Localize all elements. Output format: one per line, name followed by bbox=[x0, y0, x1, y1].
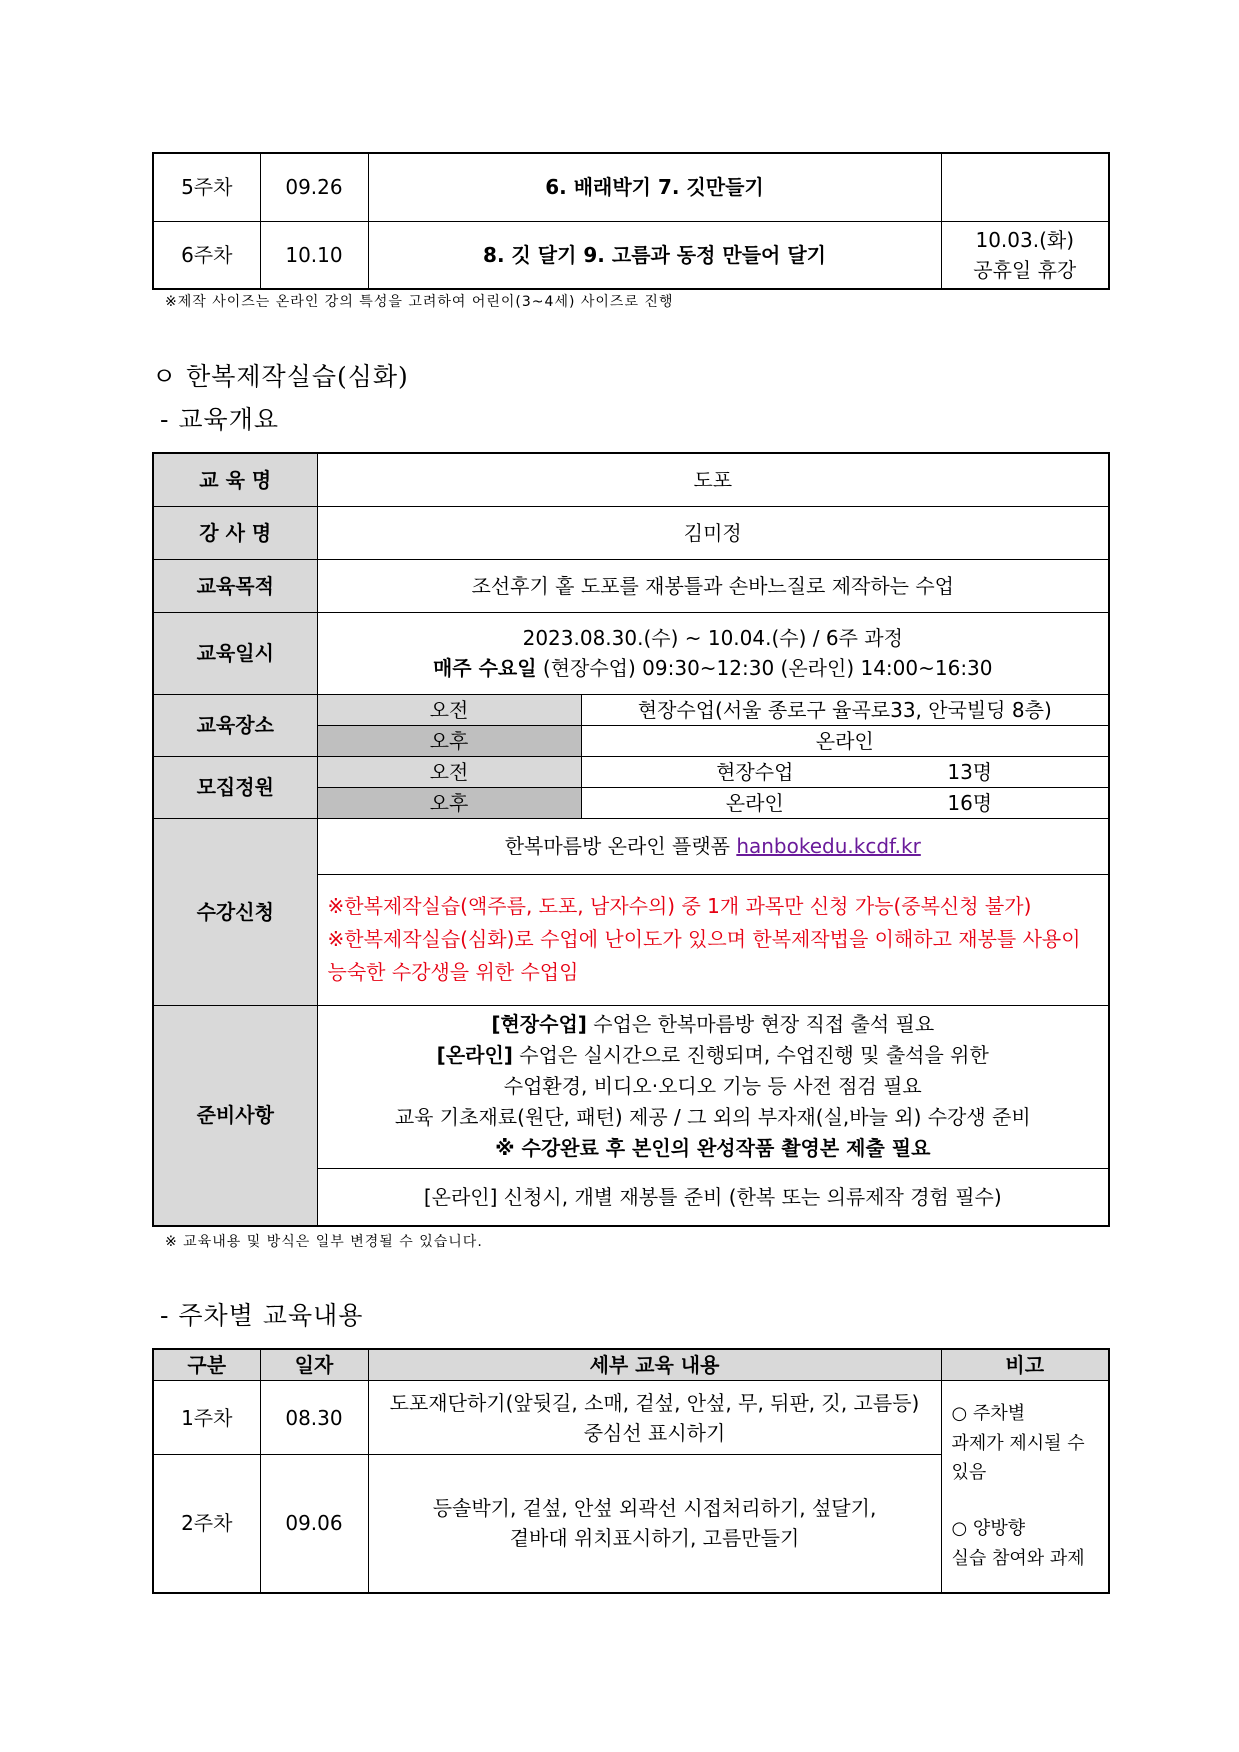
table-row bbox=[153, 559, 1109, 612]
prep-text: 수업은 실시간으로 진행되며, 수업진행 및 출석을 위한 bbox=[512, 1043, 989, 1067]
week-cell: 6주차 bbox=[153, 221, 260, 289]
prep-content bbox=[317, 1005, 1109, 1168]
place-am-value: 현장수업(서울 종로구 율곡로33, 안국빌딩 8층) bbox=[581, 694, 1109, 725]
remark-line: ○ 양방향 bbox=[951, 1518, 1026, 1540]
prep-label: 준비사항 bbox=[153, 1005, 317, 1226]
header-content: 세부 교육 내용 bbox=[368, 1349, 941, 1381]
apply-notes bbox=[317, 874, 1109, 1005]
week-cell: 2주차 bbox=[153, 1455, 260, 1593]
content-footnote: ※ 교육내용 및 방식은 일부 변경될 수 있습니다. bbox=[165, 1234, 483, 1250]
place-am-label: 오전 bbox=[317, 694, 581, 725]
section-title: ㅇ 한복제작실습(심화) bbox=[152, 362, 409, 391]
cap-pm-count: 16명 bbox=[947, 790, 993, 815]
header-date: 일자 bbox=[260, 1349, 368, 1381]
platform-text: 한복마름방 온라인 플랫폼 bbox=[504, 834, 730, 858]
date-cell: 09.06 bbox=[260, 1455, 368, 1593]
subsection-overview: - 교육개요 bbox=[160, 405, 279, 434]
name-value: 도포 bbox=[317, 453, 1109, 506]
week-cell: 5주차 bbox=[153, 153, 260, 221]
purpose-value: 조선후기 홑 도포를 재봉틀과 손바느질로 제작하는 수업 bbox=[317, 559, 1109, 612]
week-cell: 1주차 bbox=[153, 1381, 260, 1455]
content-cell: 8. 깃 달기 9. 고름과 동정 만들어 달기 bbox=[368, 221, 941, 289]
capacity-label: 모집정원 bbox=[153, 756, 317, 818]
cap-pm-type: 온라인 bbox=[725, 790, 784, 815]
remark-line: ○ 주차별 bbox=[951, 1403, 1026, 1425]
cap-am-value bbox=[581, 756, 1109, 787]
apply-label: 수강신청 bbox=[153, 818, 317, 1005]
cap-pm-value bbox=[581, 787, 1109, 818]
table-row bbox=[153, 221, 1109, 289]
content-line: 중심선 표시하기 bbox=[583, 1420, 726, 1445]
remark-cell bbox=[941, 1381, 1109, 1593]
table-header-row bbox=[153, 1349, 1109, 1381]
prep-line: 수업환경, 비디오·오디오 기능 등 사전 점검 필요 bbox=[503, 1074, 922, 1098]
remark-cell bbox=[941, 153, 1109, 221]
prep-line bbox=[318, 1009, 1109, 1040]
instructor-label: 강 사 명 bbox=[153, 506, 317, 559]
overview-table bbox=[152, 452, 1110, 1227]
table-row bbox=[153, 1005, 1109, 1168]
date-cell: 08.30 bbox=[260, 1381, 368, 1455]
remark-line: 실습 참여와 과제 bbox=[951, 1547, 1085, 1569]
date-range: 2023.08.30.(수) ~ 10.04.(수) / 6주 과정 bbox=[522, 626, 903, 650]
prep-online: [온라인] 신청시, 개별 재봉틀 준비 (한복 또는 의류제작 경험 필수) bbox=[317, 1168, 1109, 1226]
table-row bbox=[153, 694, 1109, 725]
apply-note: ※한복제작실습(액주름, 도포, 남자수의) 중 1개 과목만 신청 가능(중복신청 불가) bbox=[327, 894, 1032, 918]
place-pm-value: 온라인 bbox=[581, 725, 1109, 756]
content-cell: 6. 배래박기 7. 깃만들기 bbox=[368, 153, 941, 221]
prep-tag: [온라인] bbox=[436, 1043, 513, 1067]
prep-line: 교육 기초재료(원단, 패턴) 제공 / 그 외의 부자재(실,바늘 외) 수강생 준비 bbox=[394, 1105, 1031, 1129]
prep-line: ※ 수강완료 후 본인의 완성작품 촬영본 제출 필요 bbox=[495, 1136, 931, 1160]
header-week: 구분 bbox=[153, 1349, 260, 1381]
table-row bbox=[153, 756, 1109, 787]
platform-link[interactable]: hanbokedu.kcdf.kr bbox=[736, 834, 921, 858]
prep-line bbox=[318, 1040, 1109, 1071]
subsection-weekly: - 주차별 교육내용 bbox=[160, 1301, 364, 1330]
table-row bbox=[153, 506, 1109, 559]
cap-pm-label: 오후 bbox=[317, 787, 581, 818]
table-row bbox=[153, 1381, 1109, 1455]
date-times bbox=[318, 653, 1109, 683]
apply-note: ※한복제작실습(심화)로 수업에 난이도가 있으며 한복제작법을 이해하고 재봉틀 사용이 능숙한 수강생을 위한 수업임 bbox=[327, 927, 1081, 984]
remark-line: 10.03.(화) bbox=[975, 227, 1075, 252]
table-row bbox=[153, 153, 1109, 221]
date-cell: 09.26 bbox=[260, 153, 368, 221]
time-slots: (현장수업) 09:30~12:30 (온라인) 14:00~16:30 bbox=[536, 656, 993, 680]
content-cell bbox=[368, 1455, 941, 1593]
remark-line: 있음 bbox=[951, 1462, 987, 1484]
header-remark: 비고 bbox=[941, 1349, 1109, 1381]
instructor-value: 김미정 bbox=[317, 506, 1109, 559]
apply-platform bbox=[317, 818, 1109, 874]
remark-line: 공휴일 휴강 bbox=[973, 257, 1077, 282]
content-line: 등솔박기, 겉섶, 안섶 외곽선 시접처리하기, 섶달기, bbox=[432, 1496, 877, 1521]
size-footnote: ※제작 사이즈는 온라인 강의 특성을 고려하여 어린이(3~4세) 사이즈로 진행 bbox=[165, 294, 674, 310]
cap-am-label: 오전 bbox=[317, 756, 581, 787]
content-cell bbox=[368, 1381, 941, 1455]
weekday: 매주 수요일 bbox=[432, 656, 537, 680]
purpose-label: 교육목적 bbox=[153, 559, 317, 612]
cap-am-count: 13명 bbox=[947, 759, 993, 784]
table-row bbox=[153, 818, 1109, 874]
content-line: 도포재단하기(앞뒷길, 소매, 겉섶, 안섶, 무, 뒤판, 깃, 고름등) bbox=[389, 1390, 920, 1415]
remark-line: 과제가 제시될 수 bbox=[951, 1432, 1085, 1454]
date-cell: 10.10 bbox=[260, 221, 368, 289]
remark-cell bbox=[941, 221, 1109, 289]
name-label: 교 육 명 bbox=[153, 453, 317, 506]
date-label: 교육일시 bbox=[153, 612, 317, 694]
place-pm-label: 오후 bbox=[317, 725, 581, 756]
table-row bbox=[153, 612, 1109, 694]
prep-text: 수업은 한복마름방 현장 직접 출석 필요 bbox=[586, 1012, 935, 1036]
date-value bbox=[317, 612, 1109, 694]
content-line: 곁바대 위치표시하기, 고름만들기 bbox=[509, 1526, 800, 1551]
cap-am-type: 현장수업 bbox=[716, 759, 794, 784]
schedule-top-table bbox=[152, 152, 1110, 290]
prep-tag: [현장수업] bbox=[491, 1012, 587, 1036]
place-label: 교육장소 bbox=[153, 694, 317, 756]
weekly-table bbox=[152, 1348, 1110, 1594]
table-row bbox=[153, 453, 1109, 506]
